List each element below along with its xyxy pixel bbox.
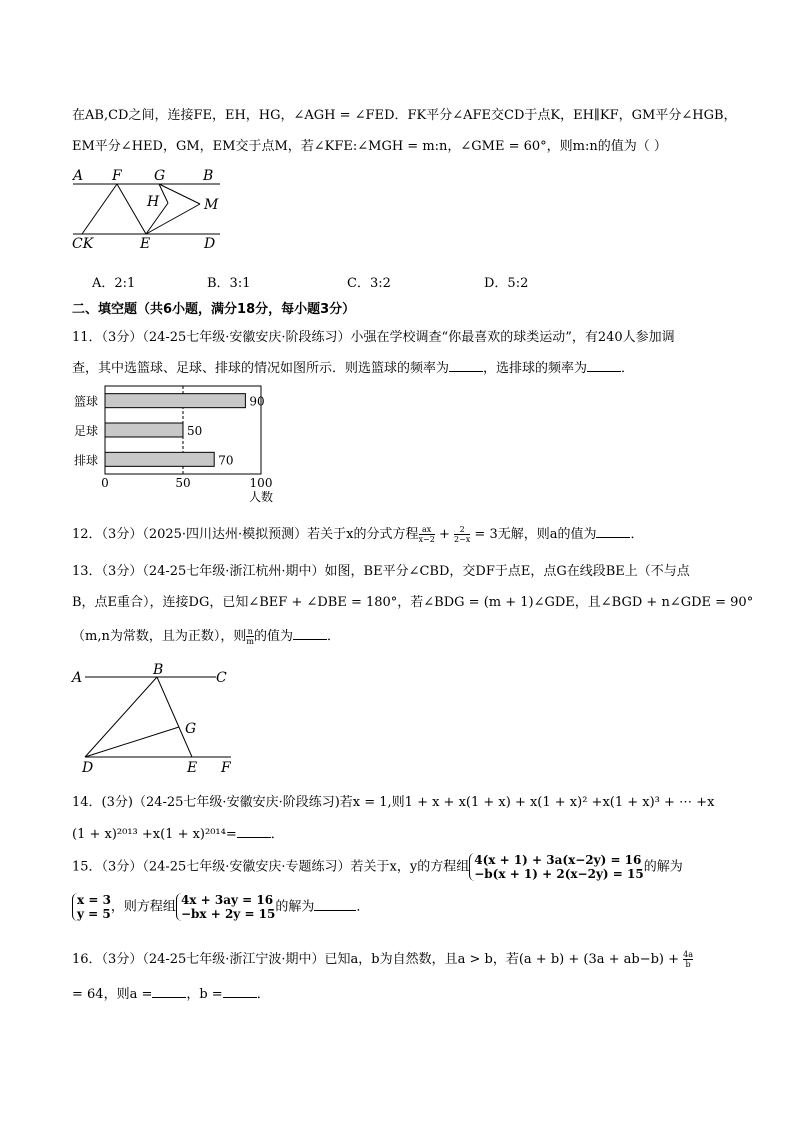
option-d: D．5:2 [484, 276, 529, 291]
label-g: G [185, 721, 197, 737]
q13-line1: 13．（3分）（24-25七年级·浙江杭州·期中）如图，BE平分∠CBD，交DF于点E，点G在线段BE上（不与点 [72, 564, 690, 579]
axis-label: 人数 [248, 490, 274, 504]
q14-line2: (1 + x)²⁰¹³ +x(1 + x)²⁰¹⁴= ． [72, 827, 284, 842]
label-b: B [203, 168, 214, 184]
equation-system: 4(x + 1) + 3a(x−2y) = 16 −b(x + 1) + 2(x−2y) = 15 [469, 853, 643, 881]
bar-chart [68, 382, 293, 504]
answer-blank [223, 985, 257, 998]
q14-line1: 14．(3分)（24-25七年级·安徽安庆·阶段练习)若x = 1,则1 + x + x(1 + x) + x(1 + x)² +x(1 + x)³ + ⋯ +x [72, 795, 715, 810]
label-d: D [204, 236, 216, 252]
q15-line2: x = 3 y = 5 ，则方程组 4x + 3ay = 16 −bx + 2y = 15 的解为 ． [72, 893, 369, 921]
tick-label: 0 [101, 476, 109, 490]
q15-line1: 15．（3分）（24-25七年级·安徽安庆·专题练习）若关于x，y的方程组 4(x + 1) + 3a(x−2y) = 16 −b(x + 1) + 2(x−2y) = 15 的解为 [72, 853, 683, 881]
fraction: $\frac{4a}{b}$ [683, 950, 694, 969]
fraction: $\frac{ax}{x-2}$ [418, 525, 435, 544]
tick-label: 50 [175, 476, 191, 490]
solution-system: x = 3 y = 5 [72, 893, 111, 921]
q13-line3: （m,n为常数，且为正数），则 $\frac{n}{m}$ 的值为 ． [72, 627, 340, 646]
q10-line1: 在AB,CD之间，连接FE，EH，HG，∠AGH = ∠FED．FK平分∠AFE交CD于点K，EH∥KF，GM平分∠HGB， [72, 108, 737, 123]
label-a: A [73, 168, 84, 184]
q10-line2: EM平分∠HED，GM，EM交于点M，若∠KFE:∠MGH = m:n，∠GME = 60°，则m:n的值为（ ） [72, 139, 667, 154]
q16-line2: = 64，则a = ，b = ． [72, 987, 270, 1002]
q12-line: 12．（3分）（2025·四川达州·模拟预测）若关于x的分式方程 $\frac{ax}{x-2}$ + $\frac{2}{2-x}$ = 3无解，则a的值为 ． [72, 525, 644, 544]
q10-figure [68, 165, 238, 255]
tick-label: 100 [249, 476, 273, 490]
fraction: $\frac{n}{m}$ [246, 627, 254, 646]
q11-line1: 11．（3分）（24-25七年级·安徽安庆·阶段练习）小强在学校调查“你最喜欢的球类运动”，有240人参加调 [72, 330, 675, 345]
category-label: 篮球 [73, 394, 98, 409]
option-b: B．3:1 [207, 276, 251, 291]
seg-be [157, 677, 192, 757]
seg-hg [159, 184, 168, 203]
label-d: D [82, 760, 94, 776]
label-a: A [72, 670, 83, 686]
answer-blank [293, 627, 327, 640]
seg-fe [117, 184, 146, 234]
label-f: F [112, 168, 122, 184]
answer-blank [596, 525, 630, 538]
data-label: 70 [218, 453, 234, 468]
equation-system: 4x + 3ay = 16 −bx + 2y = 15 [176, 893, 275, 921]
label-e: E [140, 236, 151, 252]
q16-line1: 16．（3分）（24-25七年级·浙江宁波·期中）已知a，b为自然数，且a > b，若(a + b) + (3a + ab−b) + $\frac{4a}{b}$ [72, 950, 694, 969]
q11-line2: 查，其中选篮球、足球、排球的情况如图所示．则选篮球的频率为 ，选排球的频率为 ． [72, 361, 635, 376]
q13-line2: B，点E重合），连接DG，已知∠BEF + ∠DBE = 180°，若∠BDG = (m + 1)∠GDE，且∠BGD + n∠GDE = 90° [72, 595, 754, 610]
option-c: C．3:2 [347, 276, 391, 291]
data-label: 90 [249, 394, 265, 409]
answer-blank [237, 825, 271, 838]
label-c: C [216, 670, 227, 686]
category-label: 足球 [73, 424, 98, 438]
category-label: 排球 [73, 453, 98, 468]
bar [105, 423, 183, 437]
bar [105, 452, 214, 466]
seg-gm [159, 184, 200, 204]
answer-blank [314, 898, 356, 911]
answer-blank [152, 985, 186, 998]
data-label: 50 [187, 424, 203, 438]
answer-blank [449, 359, 483, 372]
label-h: H [147, 194, 160, 210]
q13-figure [68, 660, 248, 780]
bar [105, 394, 245, 408]
seg-kf [82, 184, 117, 234]
answer-blank [587, 359, 621, 372]
option-a: A．2:1 [92, 276, 136, 291]
label-m: M [204, 197, 219, 213]
label-g: G [154, 168, 166, 184]
label-f: F [221, 760, 231, 776]
fraction: $\frac{2}{2-x}$ [453, 525, 471, 544]
section-title: 二、填空题（共6小题，满分18分，每小题3分） [72, 302, 356, 317]
label-ck: CK [72, 236, 94, 252]
label-b: B [153, 662, 164, 678]
label-e: E [187, 760, 198, 776]
